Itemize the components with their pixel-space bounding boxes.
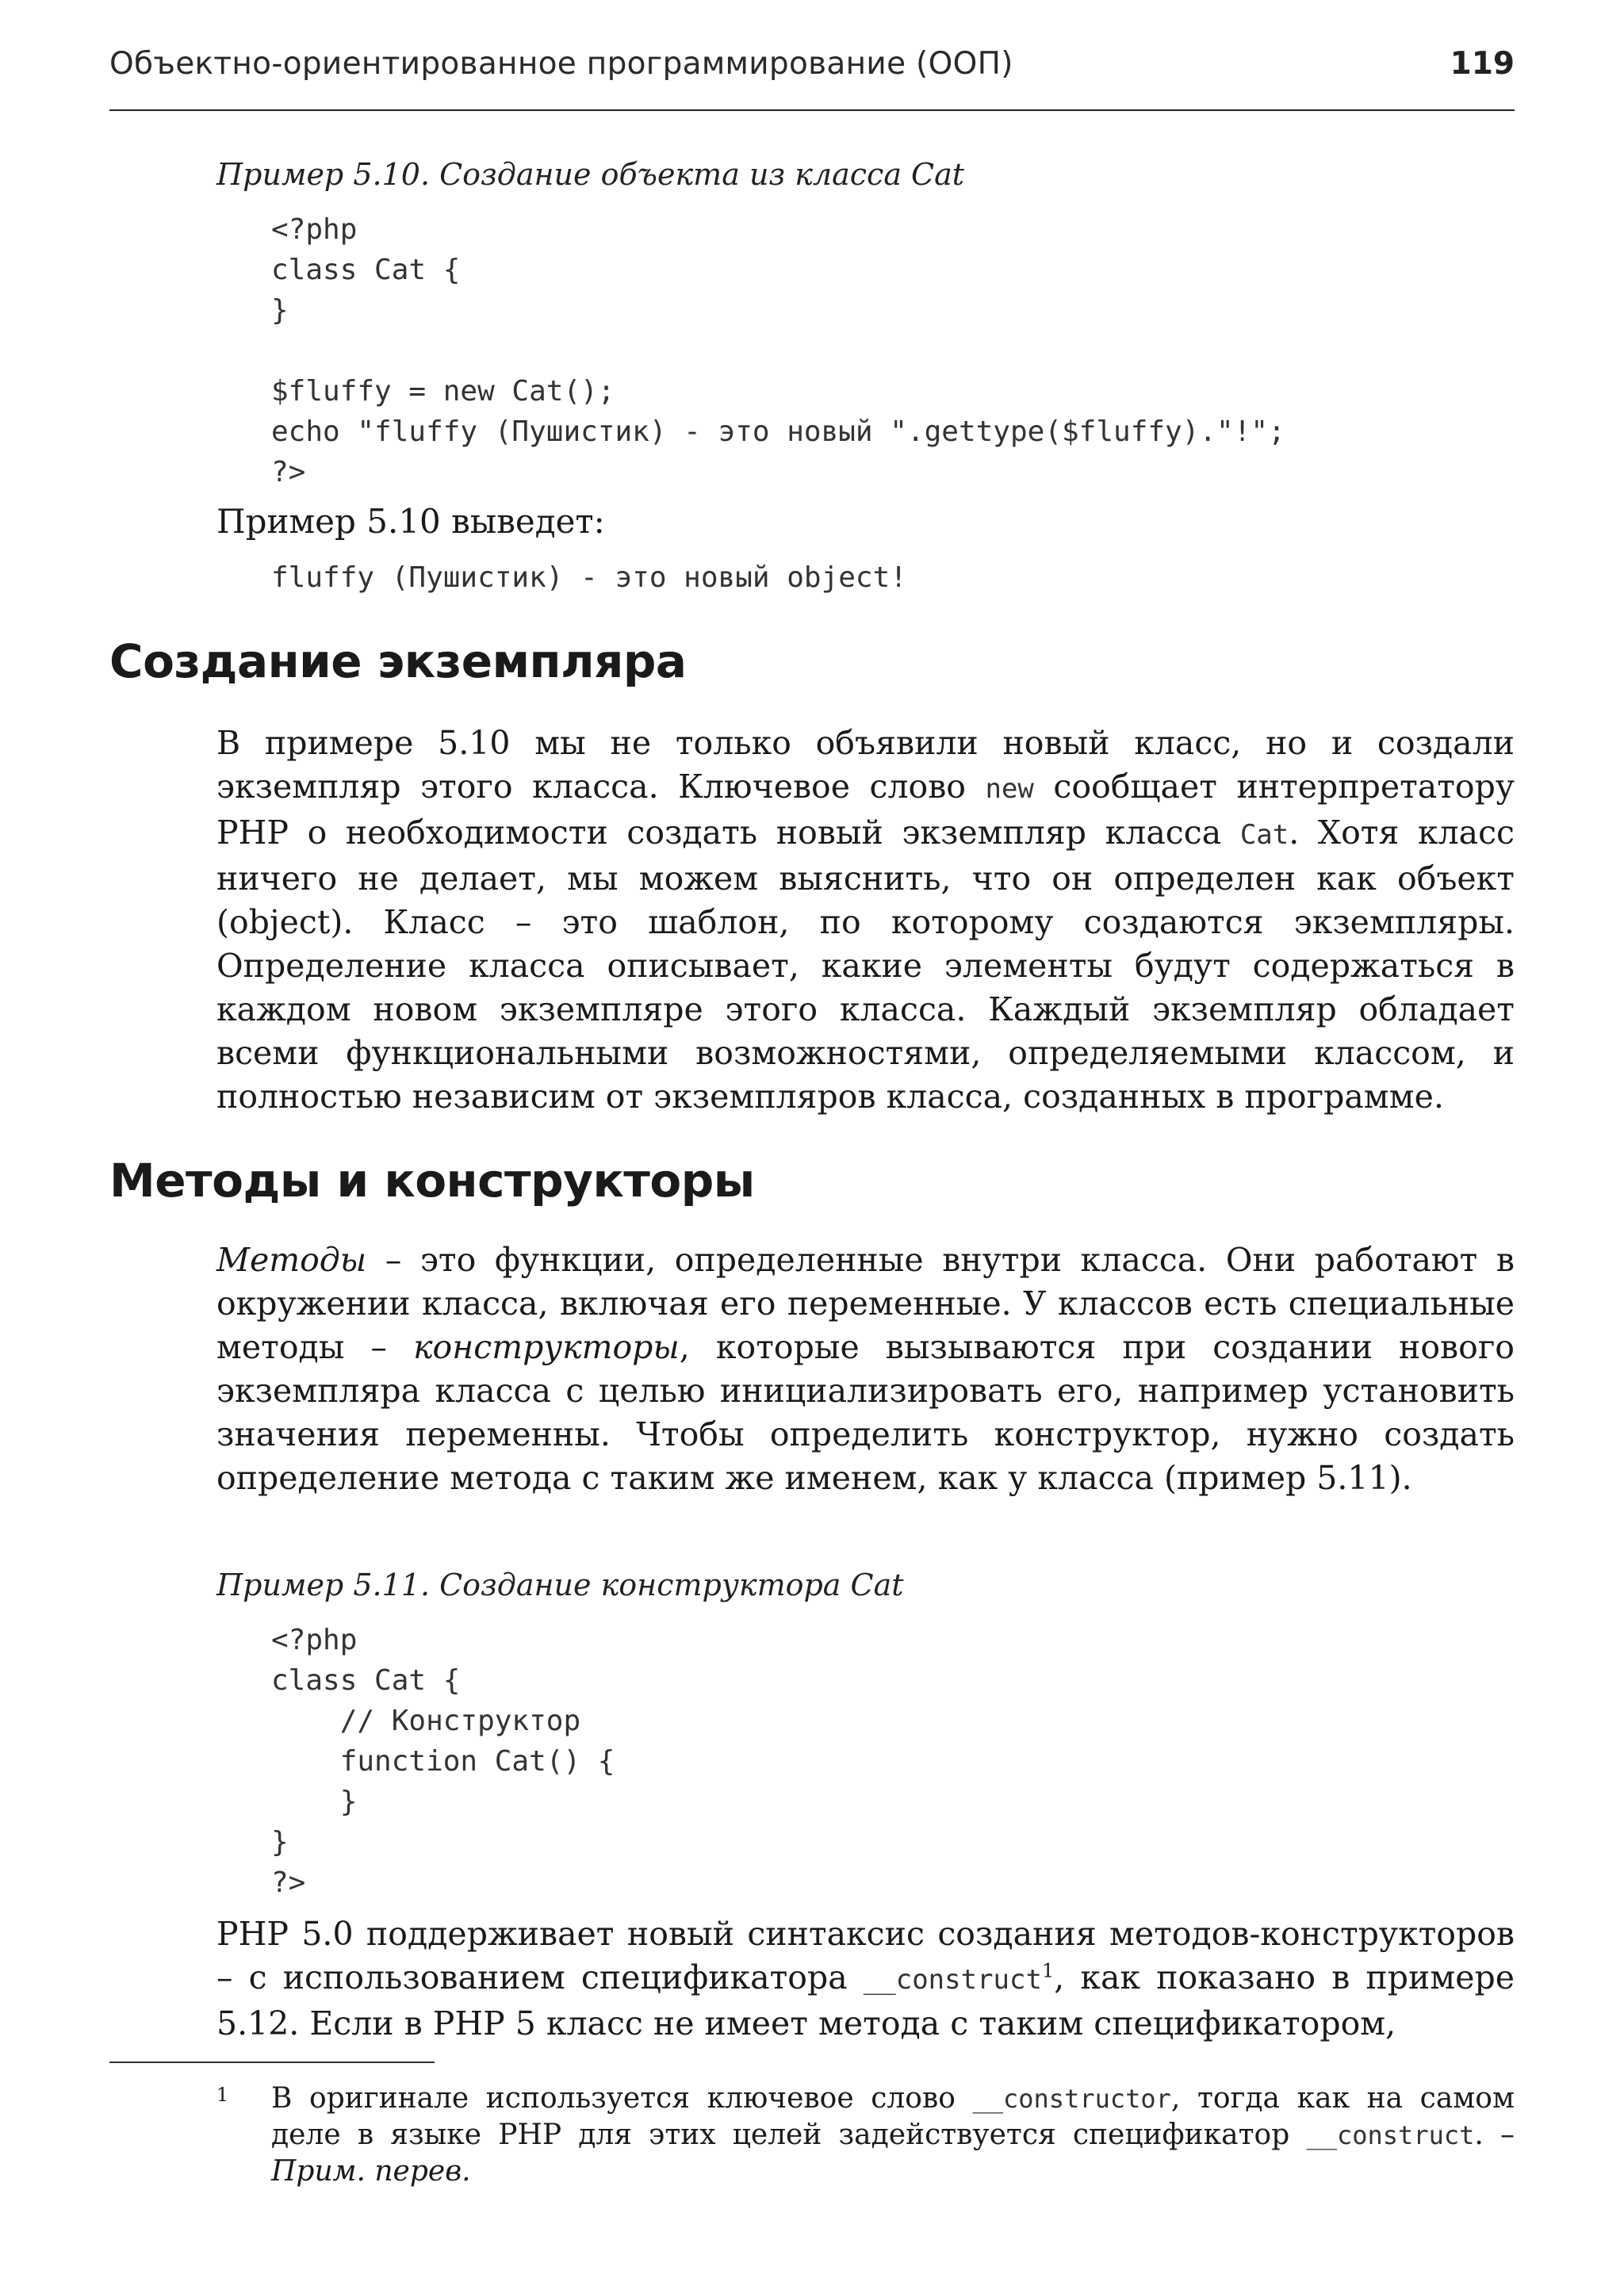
page-number: 119	[1450, 46, 1515, 82]
emphasis-constructors: конструкторы	[413, 1328, 680, 1366]
text-run: . –	[1474, 2119, 1515, 2151]
text-run: , тогда как на самом деле в языке PHP для этих целей задействуется спецификатор	[271, 2082, 1515, 2151]
paragraph-php5-constructors	[216, 1912, 1515, 2046]
paragraph-instance	[216, 722, 1515, 1119]
text-run: сообщает интерпретатору PHP о необходимости создать новый экземпляр класса	[216, 768, 1515, 852]
inline-code-construct: __construct	[1306, 2120, 1475, 2150]
emphasis-methods: Методы	[216, 1241, 367, 1279]
example-5-10-output-title: Пример 5.10 выведет:	[216, 502, 605, 541]
example-5-10-caption: Пример 5.10. Создание объекта из класса Cat	[216, 157, 965, 192]
text-run: – это функции, определенные внутри класса. Они работают в окружении класса, включая его переменные. У классов есть специальные методы –	[216, 1241, 1515, 1366]
text-run: . Хотя класс ничего не делает, мы можем выяснить, что он определен как объект (object). Класс – это шаблон, по которому создаются экземпляры. Определение класса описывает, какие элементы будут содержаться в каждом новом экземпляре этого класса. Каждый экземпляр обладает всеми функциональными возможностями, определяемыми классом, и полностью независим от экземпляров класса, созданных в программе.	[216, 814, 1515, 1116]
inline-code-cat: Cat	[1239, 819, 1289, 851]
text-run: В примере 5.10 мы не только объявили новый класс, но и создали экземпляр этого класса. Ключевое слово	[216, 724, 1515, 806]
text-run: , как показано в примере 5.12. Если в PHP 5 класс не имеет метода с таким спецификатором,	[216, 1958, 1515, 2042]
text-run: , которые вызываются при создании нового экземпляра класса с целью инициализировать его, например установить значения переменны. Чтобы определить конструктор, нужно создать определение метода с таким же именем, как у класса (пример 5.11).	[216, 1328, 1515, 1497]
footnote-divider	[109, 2062, 435, 2063]
footnote-mark: 1	[216, 2084, 229, 2106]
inline-code-constructor: __constructor	[972, 2084, 1171, 2114]
example-5-11-caption: Пример 5.11. Создание конструктора Cat	[216, 1568, 904, 1602]
footnote-reference: 1	[1041, 1959, 1055, 1982]
text-run: В оригинале используется ключевое слово	[271, 2082, 973, 2115]
inline-code-new: new	[985, 773, 1034, 805]
example-5-10-output: fluffy (Пушистик) - это новый object!	[271, 561, 907, 594]
inline-code-construct: __construct	[863, 1964, 1042, 1996]
section-heading-instance: Создание экземпляра	[109, 634, 687, 688]
paragraph-methods	[216, 1238, 1515, 1500]
example-5-11-code: <?php class Cat { // Конструктор function Cat() { } } ?>	[271, 1624, 615, 1899]
example-5-10-code: <?php class Cat { } $fluffy = new Cat(); echo "fluffy (Пушистик) - это новый ".gettype($fluffy)."!"; ?>	[271, 213, 1285, 488]
running-title: Объектно-ориентированное программирование (ООП)	[109, 46, 1013, 82]
text-run: PHP 5.0 поддерживает новый синтаксис создания методов-конструкторов – с использованием спецификатора	[216, 1915, 1515, 1996]
section-heading-methods: Методы и конструкторы	[109, 1154, 755, 1208]
translator-note: Прим. перев.	[271, 2155, 471, 2188]
running-header	[109, 46, 1515, 111]
footnote-text	[271, 2081, 1515, 2190]
